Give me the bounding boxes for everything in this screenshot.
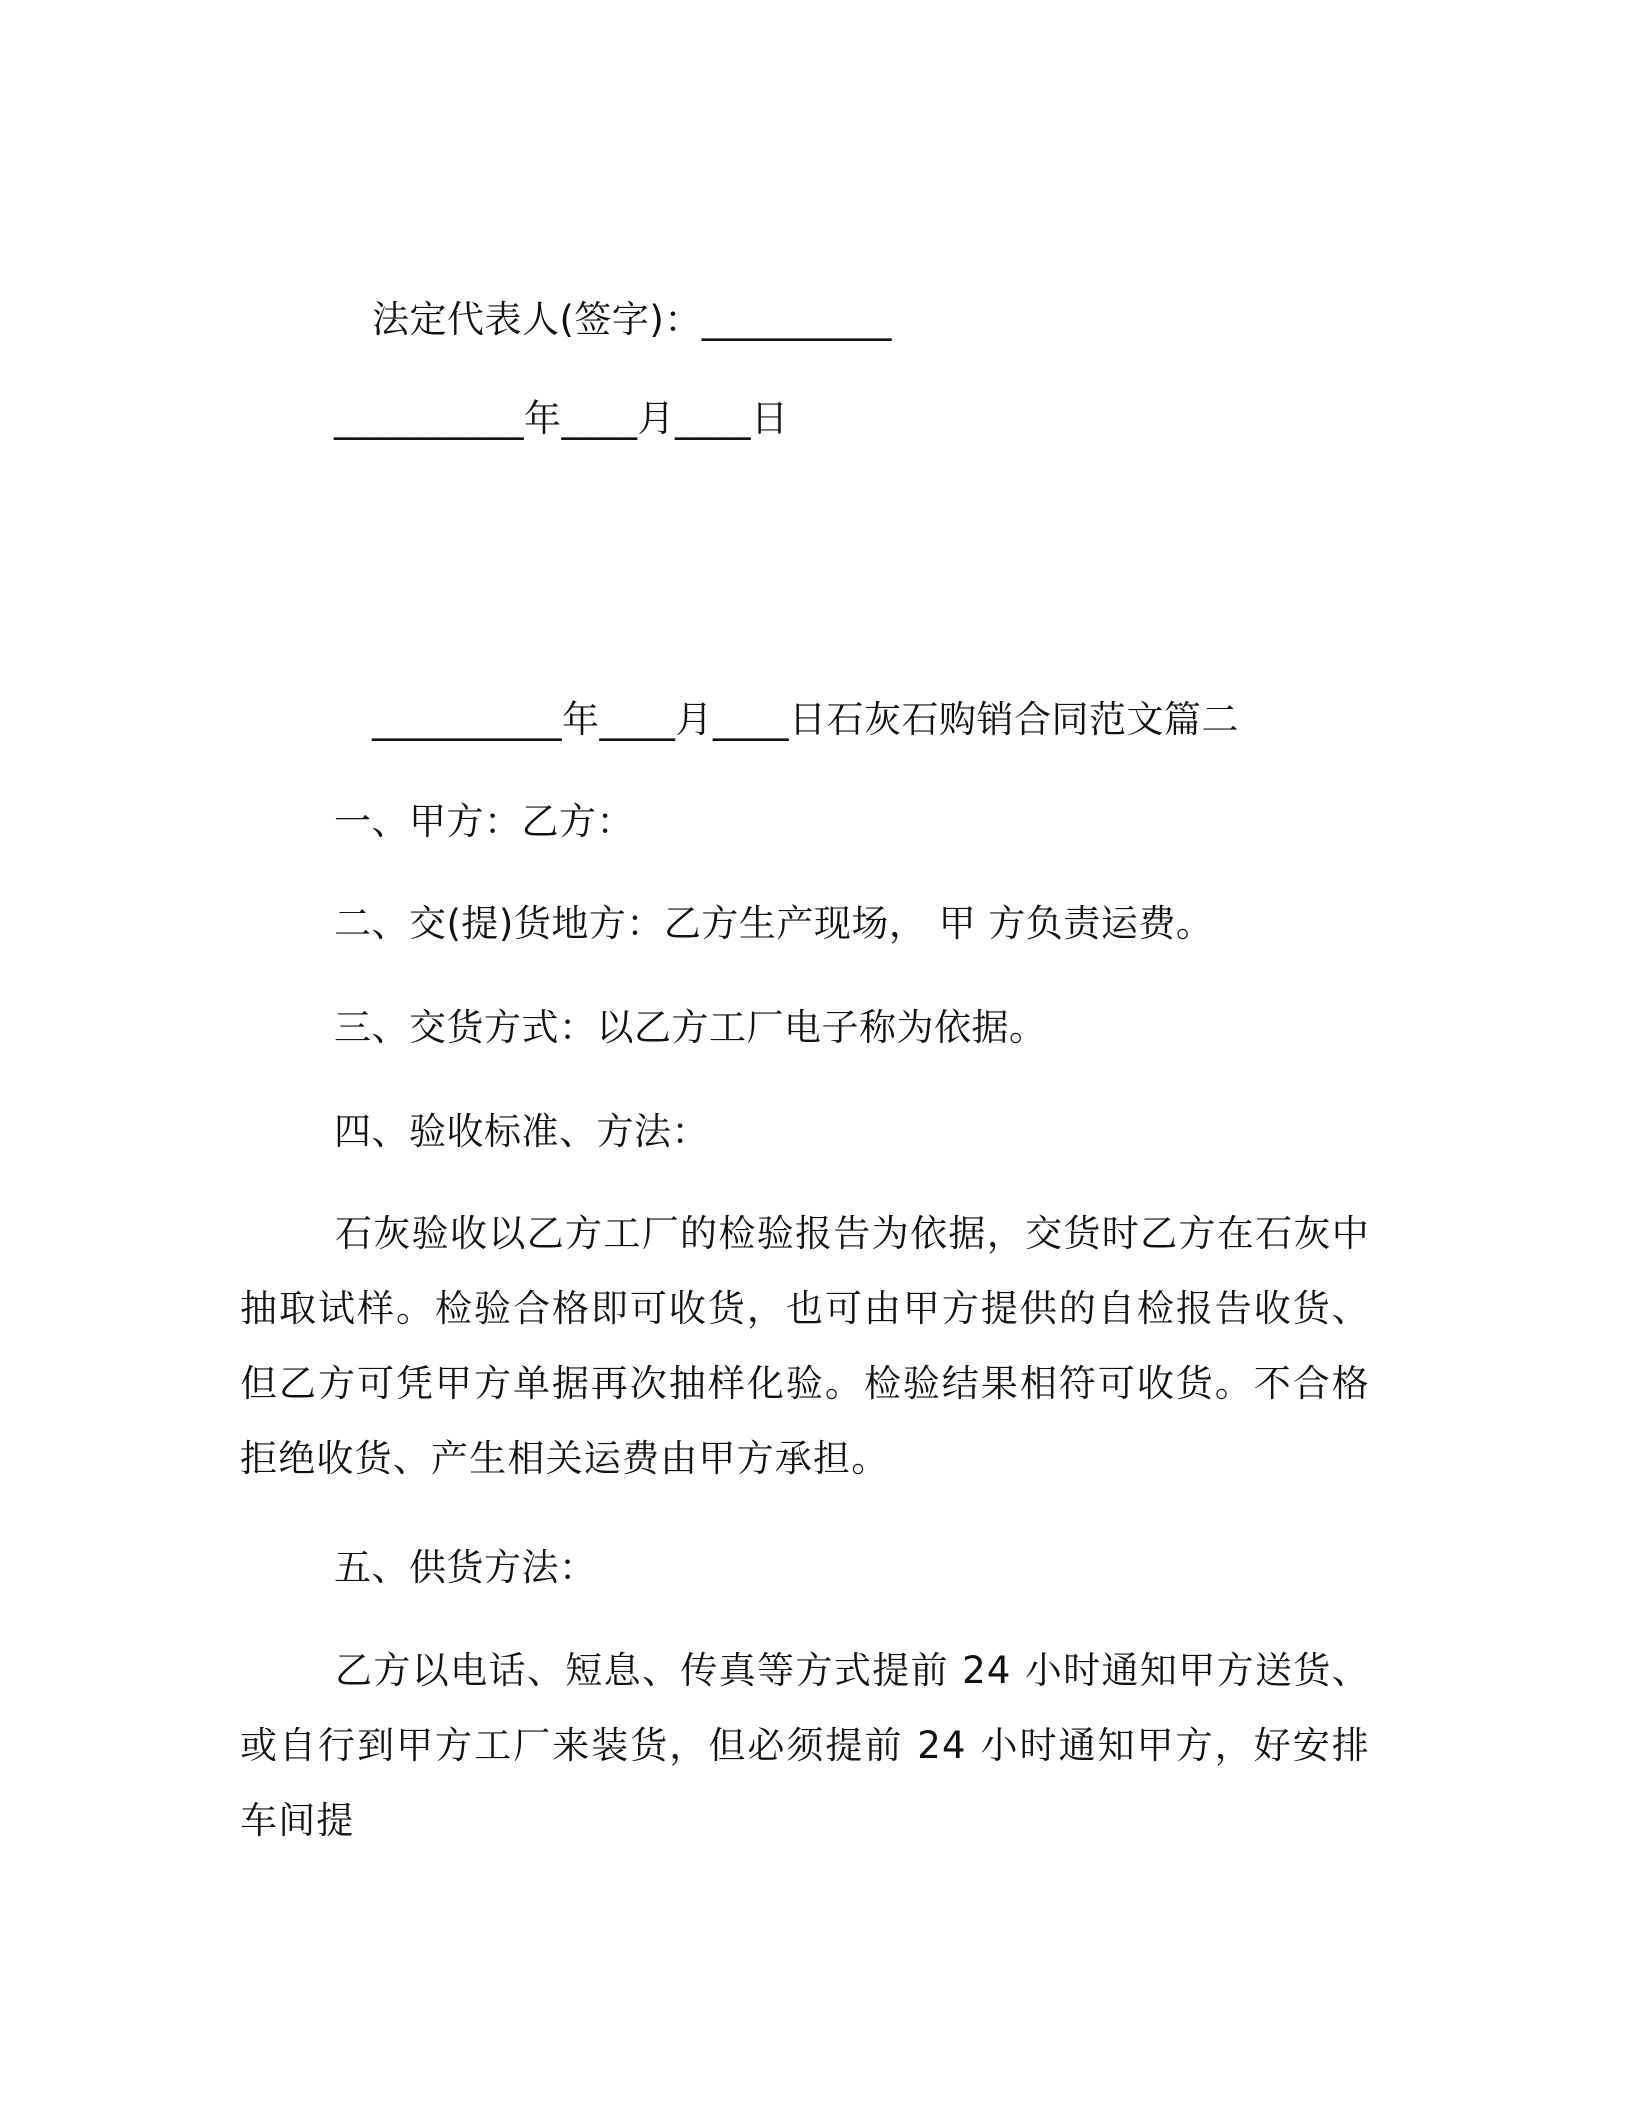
- clause-3: 三、交货方式：以乙方工厂电子称为依据。: [334, 1006, 1047, 1049]
- clause-4: 四、验收标准、方法：: [334, 1110, 709, 1153]
- clause-5: 五、供货方法：: [334, 1546, 597, 1589]
- section-heading: __________年____月____日石灰石购销合同范文篇二: [372, 698, 1239, 741]
- signature-line: 法定代表人(签字)：__________: [372, 298, 892, 341]
- clause-4-paragraph: 石灰验收以乙方工厂的检验报告为依据，交货时乙方在石灰中抽取试样。检验合格即可收货，也可由甲方提供的自检报告收货、但乙方可凭甲方单据再次抽样化验。检验结果相符可收货。不合格拒绝收货、产生相关运费由甲方承担。: [240, 1212, 1370, 1480]
- date-line: __________年____月____日: [334, 397, 789, 440]
- clause-5-paragraph: 乙方以电话、短息、传真等方式提前 24 小时通知甲方送货、或自行到甲方工厂来装货，但必须提前 24 小时通知甲方，好安排车间提: [240, 1649, 1370, 1842]
- clause-1: 一、甲方：乙方：: [334, 800, 634, 843]
- clause-2: 二、交(提)货地方：乙方生产现场， 甲 方负责运费。: [334, 902, 1214, 945]
